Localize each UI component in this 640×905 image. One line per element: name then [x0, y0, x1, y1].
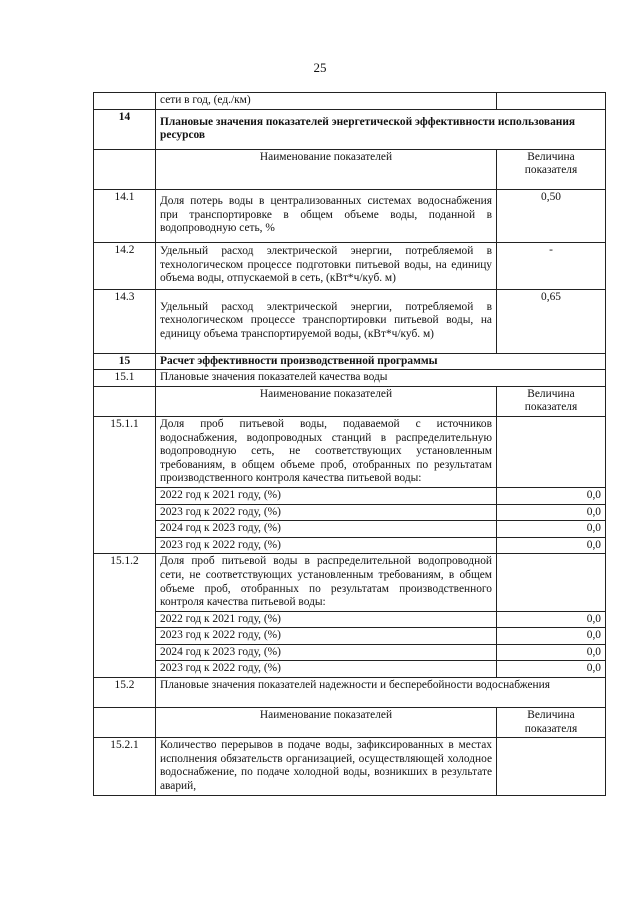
year-row	[94, 661, 606, 678]
row-text: Доля проб питьевой воды, подаваемой с источников водоснабжения, водопроводных станций в распределительную водопроводную сеть, не соответствующих установленным требованиям, в общем объеме проб, отобранных по результатам производственного контроля качества питьевой воды:	[156, 416, 497, 487]
year-label: 2024 год к 2023 году, (%)	[156, 644, 497, 661]
year-value: 0,0	[497, 521, 606, 538]
section-title: Плановые значения показателей надежности и бесперебойности водоснабжения	[156, 678, 606, 708]
header-value: Величина показателя	[497, 708, 606, 738]
row-value	[497, 554, 606, 611]
year-row	[94, 521, 606, 538]
table-row	[94, 189, 606, 242]
header-row	[94, 386, 606, 416]
year-label: 2023 год к 2022 году, (%)	[156, 537, 497, 554]
year-row	[94, 628, 606, 645]
year-label: 2023 год к 2022 году, (%)	[156, 504, 497, 521]
year-value: 0,0	[497, 487, 606, 504]
section-number: 15.1	[94, 370, 156, 387]
year-value: 0,0	[497, 504, 606, 521]
section-row	[94, 678, 606, 708]
row-number: 15.2.1	[94, 738, 156, 795]
row-number: 15.1.2	[94, 554, 156, 678]
row-value	[497, 416, 606, 487]
year-row	[94, 487, 606, 504]
section-number: 15.2	[94, 678, 156, 708]
year-value: 0,0	[497, 611, 606, 628]
section-number: 14	[94, 109, 156, 149]
row-value: -	[497, 242, 606, 289]
table-row	[94, 289, 606, 353]
section-row	[94, 370, 606, 387]
year-label: 2024 год к 2023 году, (%)	[156, 521, 497, 538]
row-text: Количество перерывов в подаче воды, зафиксированных в местах исполнения обязательств организацией, осуществляющей холодное водоснабжение, по подаче холодной воды, возникших в результате аварий,	[156, 738, 497, 795]
page-number: 25	[313, 60, 327, 75]
header-name: Наименование показателей	[156, 149, 497, 189]
row-number: 14.1	[94, 189, 156, 242]
row-text: Доля потерь воды в централизованных системах водоснабжения при транспортировке в общем объеме воды, поданной в водопроводную сеть, %	[156, 189, 497, 242]
row-number: 14.3	[94, 289, 156, 353]
table-row	[94, 554, 606, 611]
section-number: 15	[94, 353, 156, 370]
year-value: 0,0	[497, 628, 606, 645]
header-number-cell	[94, 386, 156, 416]
header-value: Величина показателя	[497, 386, 606, 416]
section-title: Плановые значения показателей энергетической эффективности использования ресурсов	[156, 109, 606, 149]
row-number: 14.2	[94, 242, 156, 289]
section-title: Расчет эффективности производственной программы	[156, 353, 606, 370]
year-row	[94, 537, 606, 554]
table-row	[94, 738, 606, 795]
section-row	[94, 109, 606, 149]
table-row	[94, 242, 606, 289]
row-value: 0,65	[497, 289, 606, 353]
header-name: Наименование показателей	[156, 708, 497, 738]
table-row	[94, 416, 606, 487]
row-text: Удельный расход электрической энергии, потребляемой в технологическом процессе транспортировки питьевой воды, на единицу объема транспортируемой воды, (кВт*ч/куб. м)	[156, 289, 497, 353]
year-label: 2022 год к 2021 году, (%)	[156, 487, 497, 504]
row-number: 15.1.1	[94, 416, 156, 553]
year-row	[94, 644, 606, 661]
row-text: сети в год, (ед./км)	[156, 93, 497, 110]
year-row	[94, 611, 606, 628]
indicators-table	[93, 92, 606, 796]
row-value	[497, 738, 606, 795]
row-value	[497, 93, 606, 110]
header-name: Наименование показателей	[156, 386, 497, 416]
year-value: 0,0	[497, 661, 606, 678]
year-row	[94, 504, 606, 521]
row-number	[94, 93, 156, 110]
header-row	[94, 149, 606, 189]
header-value: Величина показателя	[497, 149, 606, 189]
year-label: 2023 год к 2022 году, (%)	[156, 628, 497, 645]
header-row	[94, 708, 606, 738]
row-value: 0,50	[497, 189, 606, 242]
header-number-cell	[94, 149, 156, 189]
row-text: Доля проб питьевой воды в распределительной водопроводной сети, не соответствующих установленным требованиям, в общем объеме проб, отобранных по результатам производственного контроля качества питьевой воды:	[156, 554, 497, 611]
year-label: 2022 год к 2021 году, (%)	[156, 611, 497, 628]
section-title: Плановые значения показателей качества воды	[156, 370, 606, 387]
year-value: 0,0	[497, 644, 606, 661]
year-label: 2023 год к 2022 году, (%)	[156, 661, 497, 678]
row-text: Удельный расход электрической энергии, потребляемой в технологическом процессе подготовки питьевой воды, на единицу объема воды, отпускаемой в сеть, (кВт*ч/куб. м)	[156, 242, 497, 289]
table-row	[94, 93, 606, 110]
year-value: 0,0	[497, 537, 606, 554]
header-number-cell	[94, 708, 156, 738]
section-row	[94, 353, 606, 370]
